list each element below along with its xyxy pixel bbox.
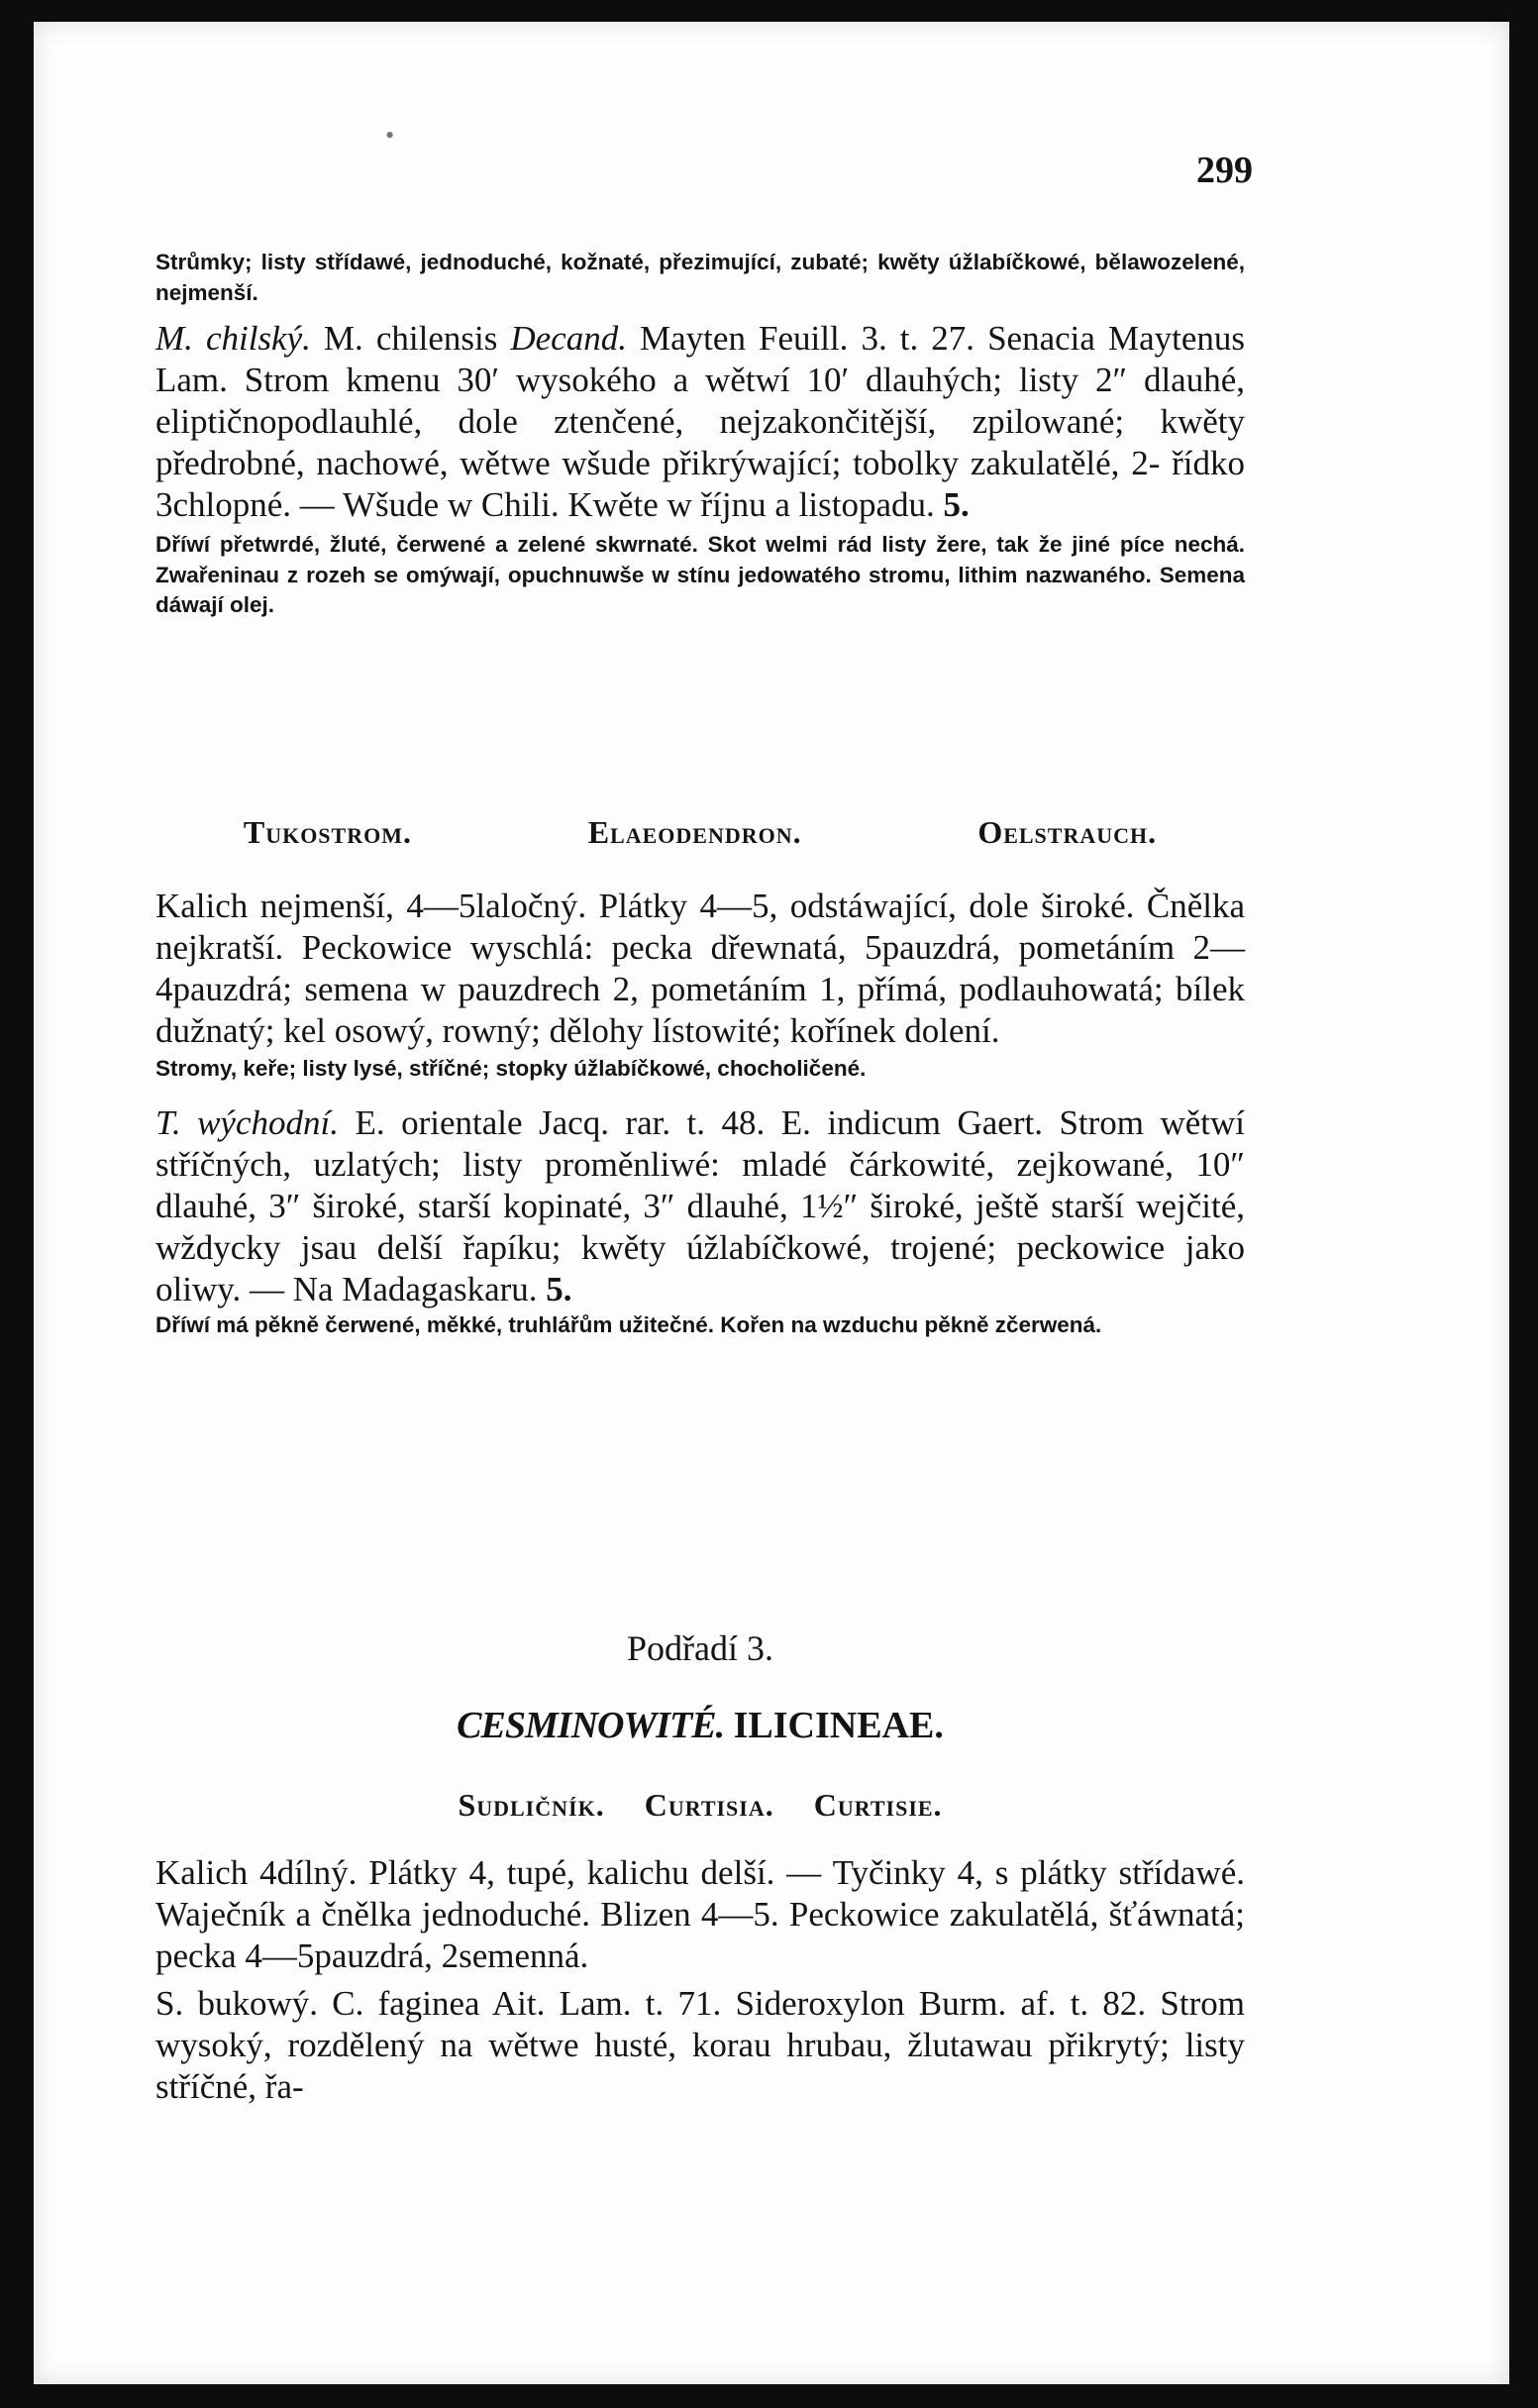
subclass-heading [155,1626,1245,1670]
family-genus-header [155,1787,1245,1824]
family-genus-german: Curtisie. [813,1787,943,1823]
genus-german: Oelstrauch. [977,814,1158,850]
species3-paragraph: S. bukowý. C. faginea Ait. Lam. t. 71. Sideroxylon Burm. af. t. 82. Strom wysoký, rozdělený na wětwe husté, korau hrubau, žlutawau přikrytý; listy stříčné, řa- [155,1984,1245,2106]
species-paragraph [155,318,1245,526]
family-description: Kalich 4dílný. Plátky 4, tupé, kalichu delší. — Tyčinky 4, s plátky střídawé. Waječník a čnělka jednoduché. Blizen 4—5. Peckowice zakulatělá, šťáwnatá; pecka 4—5pauzdrá, 2semenná. [155,1853,1245,1975]
family-genus-czech: Sudličník. [458,1787,605,1823]
species-name: M. chilský. [155,319,311,358]
subclass: Podřadí 3. [627,1628,773,1668]
book-page [34,22,1509,2384]
species2-mark: 5. [546,1269,572,1309]
species-text: Mayten Feuill. 3. t. 27. Senacia Maytenus Lam. Strom kmenu 30′ wysokého a wětwí 10′ dlauhých; listy 2″ dlauhé, eliptičnopodlauhlé, dole ztenčené, nejzakončitější, zpilowané; kwěty předrobné, nachowé, wětwe wšude přikrýwající; tobolky zakulatělé, 2- řídko 3chlopné. — Wšude w Chili. Kwěte w říjnu a listopadu. [155,319,1245,524]
corner-mark: • [385,121,395,150]
family-czech: CESMINOWITÉ. [457,1705,725,1746]
genus-czech: Tukostrom. [243,814,412,850]
species2-text: Jacq. rar. t. 48. E. indicum Gaert. Strom wětwí stříčných, uzlatých; listy proměnliwé: mladé čárkowité, zejkowané, 10″ dlauhé, 3″ široké, starší kopinaté, 3″ dlauhé, 1½″ široké, ještě starší wejčité, wždycky jsau delší řapíku; kwěty úžlabíčkowé, trojené; peckowice jako oliwy. — Na Madagaskaru. [155,1102,1246,1309]
section-maytenus [155,248,1245,621]
page-content [155,22,1253,2384]
description-small: Strůmky; listy střídawé, jednoduché, kožnaté, přezimující, zubaté; kwěty úžlabíčkowé, bělawozelené, nejmenší. [155,250,1245,305]
genus-greek: Elaeodendron. [587,814,802,850]
family-latin: ILICINEAE. [733,1705,944,1746]
genus-header [155,814,1245,851]
species-mark: 5. [943,485,970,524]
species2-note: Dříwí má pěkně čerwené, měkké, truhlářům užitečné. Kořen na wzduchu pěkně zčerwená. [155,1311,1102,1337]
family-genus-latin: Curtisia. [644,1787,774,1823]
species2-paragraph [155,1102,1245,1310]
genus-small: Stromy, keře; listy lysé, stříčné; stopky úžlabíčkowé, chocholičené. [155,1056,867,1081]
section-curtisia [155,1852,1245,2108]
species2-name: T. wýchodní. [155,1102,339,1142]
genus-description: Kalich nejmenší, 4—5laločný. Plátky 4—5, odstáwající, dole široké. Čnělka nejkratší. Peckowice wyschlá: pecka dřewnatá, 5pauzdrá, pometáním 2—4pauzdrá; semena w pauzdrech 2, pometáním 1, přímá, podlauhowatá; bílek dužnatý; kel osowý, rowný; dělohy lístowité; kořínek dolení. [155,887,1245,1050]
species2-latin: E. orientale [355,1102,523,1142]
species-authority: Decand. [510,319,627,358]
species-latin: M. chilensis [323,319,498,358]
note-small: Dříwí přetwrdé, žluté, čerwené a zelené skwrnaté. Skot welmi rád listy žere, tak že jiné píce nechá. Zwařeninau z rozeh se omýwají, opuchnuwše w stínu jedowatého stromu, lithim nazwaného. Semena dáwají olej. [155,532,1245,617]
section-elaeodendron [155,886,1245,1340]
family-heading [155,1704,1245,1747]
page-number: 299 [1196,150,1253,191]
